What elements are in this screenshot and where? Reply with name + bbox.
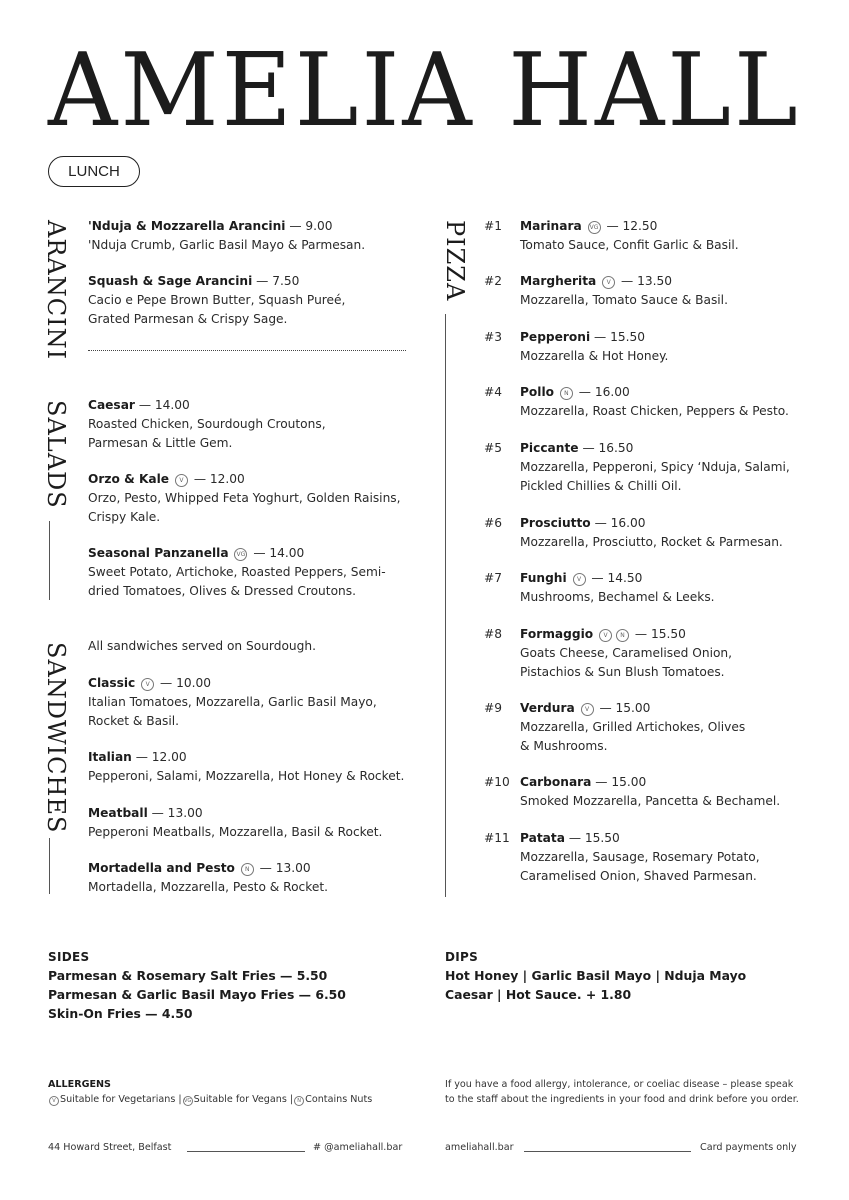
allergens-legend <box>48 1092 372 1107</box>
item-desc: Roasted Chicken, Sourdough Croutons, <box>88 417 326 431</box>
pizza-number: #4 <box>484 385 502 399</box>
item-price: — 16.00 <box>578 385 630 399</box>
footer-rule <box>524 1151 691 1152</box>
legend-label: Suitable for Vegans <box>193 1094 287 1105</box>
item-desc: Sweet Potato, Artichoke, Roasted Peppers, Semi- <box>88 565 386 579</box>
item-name: Meatball <box>88 806 148 820</box>
footer-payments: Card payments only <box>700 1142 797 1153</box>
item-desc: Mozzarella & Hot Honey. <box>520 349 669 363</box>
section-heading-sandwiches: SANDWICHES <box>42 642 70 834</box>
item-price: — 13.50 <box>621 274 672 288</box>
vegan-badge-icon: VG <box>234 548 247 561</box>
vegetarian-badge-icon: V <box>175 474 188 487</box>
dips-line: Hot Honey | Garlic Basil Mayo | Nduja Mayo <box>445 968 747 983</box>
menu-item <box>520 328 668 366</box>
item-name: Funghi <box>520 571 567 585</box>
item-name: Formaggio <box>520 627 594 641</box>
vegetarian-badge-icon: V <box>573 573 586 586</box>
footer-address: 44 Howard Street, Belfast <box>48 1142 172 1153</box>
item-desc: Mushrooms, Bechamel & Leeks. <box>520 590 715 604</box>
pizza-number: #11 <box>484 831 510 845</box>
item-price: — 12.00 <box>135 750 187 764</box>
item-desc: Mozzarella, Sausage, Rosemary Potato, <box>520 850 760 864</box>
item-desc: Tomato Sauce, Confit Garlic & Basil. <box>520 238 739 252</box>
vegetarian-badge-icon: V <box>599 629 612 642</box>
section-line-sandwiches <box>49 838 50 894</box>
item-price: — 15.50 <box>568 831 620 845</box>
item-price: — 13.00 <box>259 861 311 875</box>
item-name: 'Nduja & Mozzarella Arancini <box>88 219 286 233</box>
legend-label: Suitable for Vegetarians <box>60 1094 176 1105</box>
footer-rule <box>187 1151 305 1152</box>
item-desc: Mortadella, Mozzarella, Pesto & Rocket. <box>88 880 329 894</box>
footer-website[interactable]: ameliahall.bar <box>445 1142 514 1153</box>
legend-label: Contains Nuts <box>305 1094 373 1105</box>
legend-separator: | <box>178 1094 182 1105</box>
vegetarian-badge-icon: V <box>49 1096 59 1106</box>
menu-item <box>520 514 783 552</box>
item-desc: Goats Cheese, Caramelised Onion, <box>520 646 733 660</box>
allergens-heading: ALLERGENS <box>48 1079 111 1090</box>
pizza-number: #1 <box>484 219 502 233</box>
nuts-badge-icon: N <box>241 863 254 876</box>
menu-item <box>88 217 365 255</box>
section-heading-pizza: PIZZA <box>441 220 469 302</box>
menu-item <box>520 829 760 886</box>
pizza-number: #5 <box>484 441 502 455</box>
menu-item <box>88 272 345 329</box>
pizza-number: #8 <box>484 627 502 641</box>
menu-item <box>88 748 404 786</box>
restaurant-title: AMELIA HALL <box>48 31 801 150</box>
menu-item <box>88 396 326 453</box>
item-desc: 'Nduja Crumb, Garlic Basil Mayo & Parmesan. <box>88 238 366 252</box>
allergy-notice-line: to the staff about the ingredients in your food and drink before you order. <box>445 1094 799 1105</box>
item-price: — 15.50 <box>594 330 645 344</box>
item-price: — 15.00 <box>595 775 647 789</box>
item-name: Italian <box>88 750 132 764</box>
item-price: — 13.00 <box>151 806 203 820</box>
item-desc: Parmesan & Little Gem. <box>88 436 233 450</box>
item-desc: dried Tomatoes, Olives & Dressed Croutons. <box>88 584 356 598</box>
item-desc: Pepperoni, Salami, Mozzarella, Hot Honey & Rocket. <box>88 769 405 783</box>
item-price: — 15.00 <box>599 701 651 715</box>
item-desc: Orzo, Pesto, Whipped Feta Yoghurt, Golden Raisins, <box>88 491 401 505</box>
menu-item <box>520 773 780 811</box>
item-name: Marinara <box>520 219 582 233</box>
menu-item <box>520 217 739 255</box>
item-desc: Pistachios & Sun Blush Tomatoes. <box>520 665 725 679</box>
pizza-number: #9 <box>484 701 502 715</box>
nuts-badge-icon: N <box>294 1096 304 1106</box>
menu-item <box>88 804 382 842</box>
menu-item <box>520 383 789 421</box>
item-name: Margherita <box>520 274 597 288</box>
item-price: — 16.50 <box>582 441 634 455</box>
vegan-badge-icon: VG <box>184 1098 192 1104</box>
item-price: — 14.00 <box>138 398 190 412</box>
section-line-pizza <box>445 314 446 897</box>
item-name: Patata <box>520 831 565 845</box>
item-price: — 15.50 <box>634 627 686 641</box>
sides-line: Parmesan & Rosemary Salt Fries — 5.50 <box>48 968 328 983</box>
item-name: Piccante <box>520 441 579 455</box>
item-desc: Caramelised Onion, Shaved Parmesan. <box>520 869 757 883</box>
item-name: Orzo & Kale <box>88 472 170 486</box>
menu-item <box>520 569 715 607</box>
item-price: — 7.50 <box>256 274 300 288</box>
sandwich-note: All sandwiches served on Sourdough. <box>88 639 316 653</box>
item-desc: Mozzarella, Grilled Artichokes, Olives <box>520 720 746 734</box>
menu-item <box>88 859 328 897</box>
item-desc: Mozzarella, Prosciutto, Rocket & Parmesan. <box>520 535 783 549</box>
pizza-number: #10 <box>484 775 510 789</box>
item-desc: Pickled Chillies & Chilli Oil. <box>520 479 682 493</box>
item-name: Mortadella and Pesto <box>88 861 235 875</box>
item-desc: Mozzarella, Pepperoni, Spicy ‘Nduja, Salami, <box>520 460 790 474</box>
pizza-number: #6 <box>484 516 502 530</box>
sides-heading: SIDES <box>48 950 90 964</box>
section-heading-arancini: ARANCINI <box>42 220 70 361</box>
item-price: — 9.00 <box>289 219 333 233</box>
menu-item <box>520 699 745 756</box>
item-desc: Grated Parmesan & Crispy Sage. <box>88 312 288 326</box>
pizza-number: #7 <box>484 571 502 585</box>
sides-line: Parmesan & Garlic Basil Mayo Fries — 6.50 <box>48 987 346 1002</box>
menu-item <box>520 439 790 496</box>
item-name: Caesar <box>88 398 135 412</box>
section-heading-salads: SALADS <box>42 400 70 509</box>
item-price: — 14.50 <box>591 571 643 585</box>
dotted-divider <box>88 350 406 351</box>
item-desc: Smoked Mozzarella, Pancetta & Bechamel. <box>520 794 781 808</box>
allergy-notice-line: If you have a food allergy, intolerance, or coeliac disease – please speak <box>445 1079 794 1090</box>
item-price: — 10.00 <box>160 676 211 690</box>
item-desc: Mozzarella, Roast Chicken, Peppers & Pesto. <box>520 404 789 418</box>
menu-item <box>88 544 386 601</box>
nuts-badge-icon: N <box>560 387 573 400</box>
pizza-number: #3 <box>484 330 502 344</box>
vegetarian-badge-icon: V <box>581 703 594 716</box>
item-name: Carbonara <box>520 775 592 789</box>
item-name: Prosciutto <box>520 516 591 530</box>
item-desc: Cacio e Pepe Brown Butter, Squash Pureé, <box>88 293 346 307</box>
dips-heading: DIPS <box>445 950 479 964</box>
item-desc: Mozzarella, Tomato Sauce & Basil. <box>520 293 728 307</box>
item-desc: & Mushrooms. <box>520 739 608 753</box>
item-name: Classic <box>88 676 136 690</box>
item-desc: Pepperoni Meatballs, Mozzarella, Basil & Rocket. <box>88 825 383 839</box>
menu-item <box>88 470 401 527</box>
item-name: Seasonal Panzanella <box>88 546 229 560</box>
menu-item <box>520 272 728 310</box>
dips-line: Caesar | Hot Sauce. + 1.80 <box>445 987 632 1002</box>
nuts-badge-icon: N <box>616 629 629 642</box>
menu-item <box>88 674 377 731</box>
footer-social[interactable]: # @ameliahall.bar <box>313 1142 403 1153</box>
item-price: — 16.00 <box>594 516 646 530</box>
item-price: — 12.50 <box>606 219 658 233</box>
item-name: Verdura <box>520 701 575 715</box>
sides-line: Skin-On Fries — 4.50 <box>48 1006 193 1021</box>
vegetarian-badge-icon: V <box>602 276 615 289</box>
item-desc: Rocket & Basil. <box>88 714 180 728</box>
pizza-number: #2 <box>484 274 502 288</box>
service-badge-lunch: LUNCH <box>48 156 140 187</box>
vegetarian-badge-icon: V <box>141 678 154 691</box>
item-name: Squash & Sage Arancini <box>88 274 253 288</box>
section-line-salads <box>49 521 50 600</box>
item-name: Pepperoni <box>520 330 591 344</box>
vegan-badge-icon: VG <box>588 221 601 234</box>
item-price: — 12.00 <box>189 472 245 486</box>
item-desc: Italian Tomatoes, Mozzarella, Garlic Basil Mayo, <box>88 695 377 709</box>
menu-item <box>520 625 732 682</box>
item-price: — 14.00 <box>253 546 305 560</box>
item-desc: Crispy Kale. <box>88 510 161 524</box>
legend-separator: | <box>289 1094 294 1105</box>
item-name: Pollo <box>520 385 555 399</box>
